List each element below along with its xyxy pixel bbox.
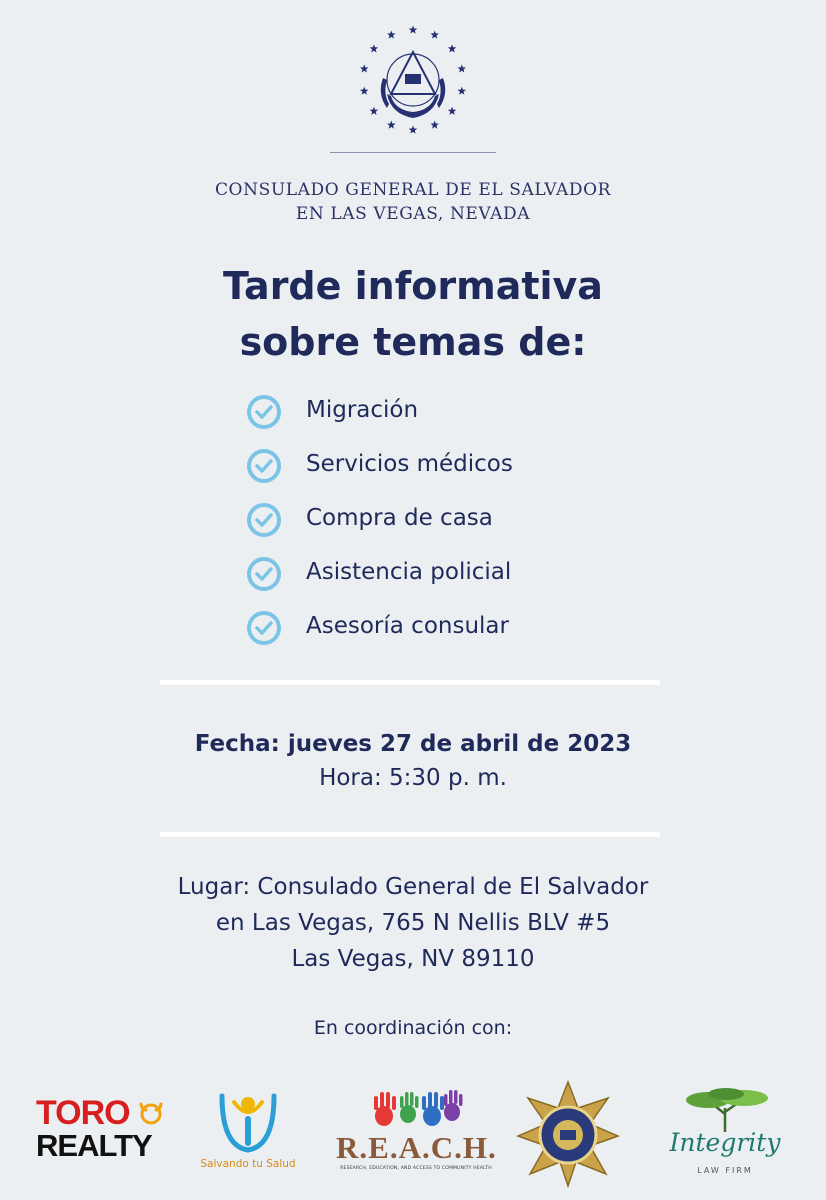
headline-line1: Tarde informativa	[223, 264, 603, 308]
realty-logo-word: REALTY	[36, 1128, 152, 1163]
reach-logo-tagline: RESEARCH, EDUCATION, AND ACCESS TO COMMUNITY HEALTH	[340, 1166, 492, 1171]
emblem-star	[409, 126, 418, 134]
bull-icon	[138, 1098, 164, 1126]
check-circle-icon	[246, 394, 282, 430]
topic-item-asistencia-policial	[246, 548, 646, 602]
topic-item-servicios-medicos	[246, 440, 646, 494]
check-circle-icon	[246, 556, 282, 592]
check-circle-icon	[246, 610, 282, 646]
emblem-star	[360, 64, 369, 72]
police-star-badge-icon	[514, 1080, 622, 1188]
las-vegas-metropolitan-police-badge	[514, 1080, 622, 1188]
consulate-name-line2: EN LAS VEGAS, NEVADA	[295, 204, 531, 224]
integrity-law-firm-logo	[656, 1088, 794, 1184]
tree-icon	[656, 1088, 794, 1132]
emblem-star	[457, 87, 466, 95]
salvando-emblem-icon	[192, 1088, 304, 1158]
topic-label: Asesoría consular	[306, 613, 509, 639]
topic-label: Compra de casa	[306, 505, 493, 531]
emblem-star	[448, 107, 457, 115]
event-place-line2: en Las Vegas, 765 N Nellis BLV #5	[215, 910, 611, 936]
salvando-logo-text: Salvando tu Salud	[200, 1158, 296, 1170]
header-rule	[330, 152, 496, 153]
reach-logo	[336, 1086, 496, 1178]
event-place-line1: Lugar: Consulado General de El Salvador	[177, 874, 649, 900]
emblem-star	[448, 44, 457, 52]
el-salvador-coat-of-arms-icon	[343, 22, 483, 140]
emblem-star	[387, 121, 396, 129]
check-circle-icon	[246, 502, 282, 538]
reach-logo-word: R.E.A.C.H.	[336, 1130, 497, 1165]
headline-line2: sobre temas de:	[239, 320, 587, 364]
toro-logo-word: TORO	[36, 1094, 130, 1132]
event-date: Fecha: jueves 27 de abril de 2023	[194, 731, 632, 757]
consulate-name-line1: CONSULADO GENERAL DE EL SALVADOR	[214, 180, 612, 200]
emblem-star	[370, 107, 379, 115]
integrity-logo-tagline: LAW FIRM	[697, 1166, 753, 1175]
topic-item-compra-de-casa	[246, 494, 646, 548]
topic-label: Asistencia policial	[306, 559, 512, 585]
emblem-star	[430, 121, 439, 129]
topic-label: Servicios médicos	[306, 451, 513, 477]
event-place-line3: Las Vegas, NV 89110	[291, 946, 535, 972]
check-circle-icon	[246, 448, 282, 484]
integrity-logo-word: Integrity	[669, 1128, 781, 1157]
topic-list	[246, 386, 646, 656]
topic-item-asesoria-consular	[246, 602, 646, 656]
emblem-star	[430, 30, 439, 38]
topic-item-migracion	[246, 386, 646, 440]
emblem-star	[360, 87, 369, 95]
salvando-tu-salud-logo	[192, 1088, 304, 1178]
event-time: Hora: 5:30 p. m.	[319, 765, 507, 791]
coordination-label: En coordinación con:	[313, 1017, 513, 1039]
topic-label: Migración	[306, 397, 419, 423]
section-divider	[160, 832, 660, 837]
handprints-icon	[336, 1086, 496, 1130]
toro-realty-logo	[34, 1092, 164, 1172]
emblem-star	[387, 30, 396, 38]
emblem-star	[457, 64, 466, 72]
section-divider	[160, 680, 660, 685]
emblem-star	[370, 44, 379, 52]
emblem-star	[409, 26, 418, 34]
